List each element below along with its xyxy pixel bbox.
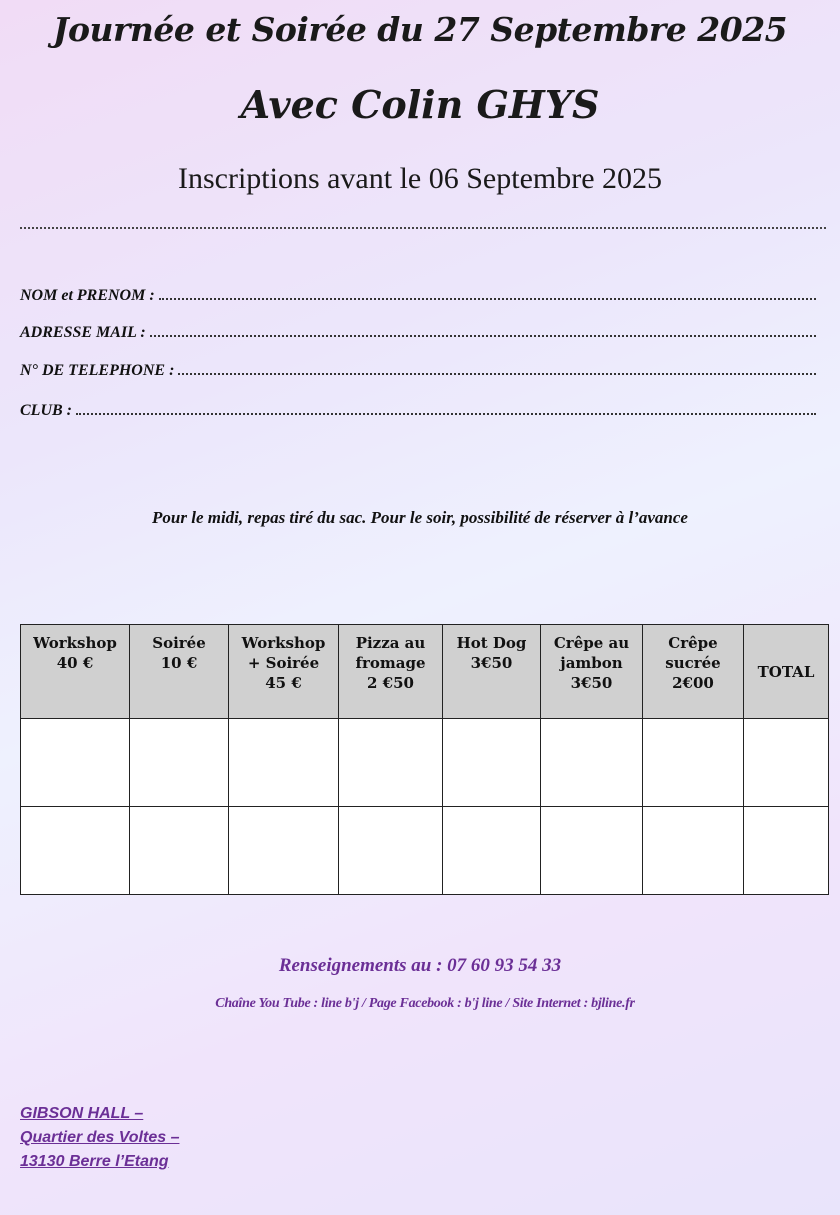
event-guest: Avec Colin GHYS [240,82,600,127]
table-cell[interactable] [541,807,643,895]
table-cell[interactable] [339,807,443,895]
table-cell[interactable] [744,807,829,895]
table-cell[interactable] [744,719,829,807]
social-links: Chaîne You Tube : line b'j / Page Facebook : b'j line / Site Internet : bjline.fr [215,996,635,1011]
header-total: TOTAL [744,625,829,719]
address-line-street[interactable]: Quartier des Voltes – [20,1129,180,1146]
separator-line [20,227,826,229]
table-cell[interactable] [643,807,744,895]
header-workshop: Workshop 40 € [21,625,130,719]
header-hot-dog: Hot Dog 3€50 [443,625,541,719]
club-field[interactable] [76,413,816,415]
table-cell[interactable] [229,719,339,807]
address-line-venue[interactable]: GIBSON HALL – [20,1105,144,1122]
table-cell[interactable] [443,719,541,807]
order-table [20,624,829,895]
contact-phone: Renseignements au : 07 60 93 54 33 [278,955,562,976]
phone-field[interactable] [178,373,816,375]
email-label: ADRESSE MAIL : [20,324,146,341]
header-workshop-soiree: Workshop + Soirée 45 € [229,625,339,719]
club-label: CLUB : [20,402,72,419]
header-crepe-sucree: Crêpe sucrée 2€00 [643,625,744,719]
table-cell[interactable] [21,719,130,807]
table-row [21,807,829,895]
form-row-phone[interactable] [20,356,816,380]
table-cell[interactable] [130,719,229,807]
name-field[interactable] [159,298,816,300]
event-title: Journée et Soirée du 27 Septembre 2025 [52,10,788,49]
table-cell[interactable] [443,807,541,895]
name-label: NOM et PRENOM : [20,287,155,304]
table-cell[interactable] [21,807,130,895]
phone-label: N° DE TELEPHONE : [20,362,175,379]
address-line-city[interactable]: 13130 Berre l’Etang [20,1153,169,1170]
email-field[interactable] [150,335,816,337]
table-row [21,719,829,807]
table-cell[interactable] [339,719,443,807]
form-row-email[interactable] [20,318,816,342]
registration-deadline: Inscriptions avant le 06 Septembre 2025 [177,162,663,195]
header-pizza: Pizza au fromage 2 €50 [339,625,443,719]
header-crepe-jambon: Crêpe au jambon 3€50 [541,625,643,719]
table-header-row [21,625,829,719]
venue-address[interactable] [20,1102,179,1174]
table-cell[interactable] [541,719,643,807]
header-soiree: Soirée 10 € [130,625,229,719]
table-cell[interactable] [643,719,744,807]
table-cell[interactable] [130,807,229,895]
table-cell[interactable] [229,807,339,895]
form-row-name[interactable] [20,281,816,305]
meal-note: Pour le midi, repas tiré du sac. Pour le soir, possibilité de réserver à l’avance [152,508,688,527]
form-row-club[interactable] [20,396,816,420]
